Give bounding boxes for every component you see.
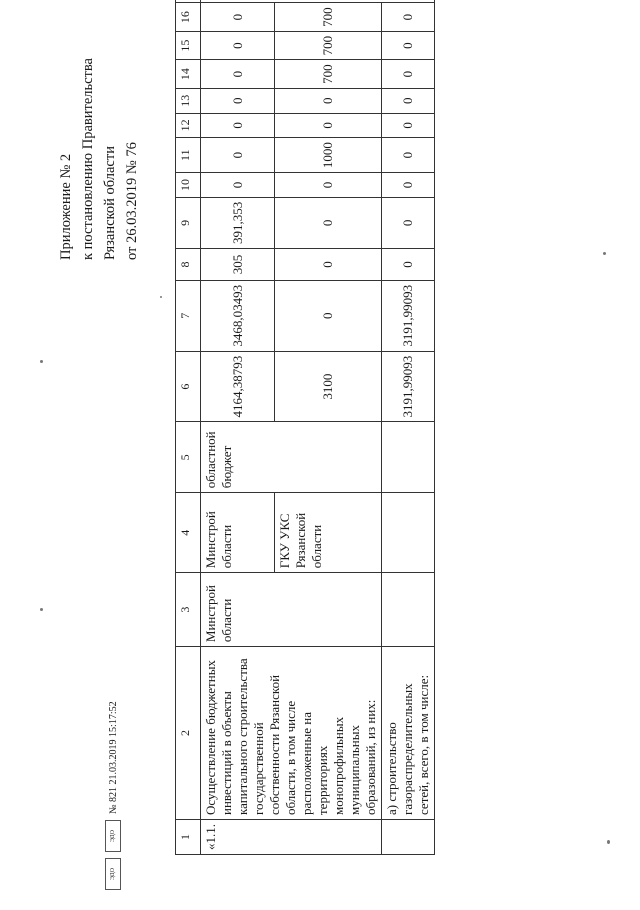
investment-table — [175, 0, 435, 855]
cell-value: 3468,03493 — [201, 280, 275, 351]
cell-value: 0 — [275, 280, 382, 351]
cell-value: 3191,99093 — [382, 351, 435, 422]
col-header-12: 12 — [176, 113, 201, 138]
cell-value: 0 — [201, 3, 275, 32]
edo-logo-2: ЭДО — [105, 820, 121, 852]
header-line-4: от 26.03.2019 № 76 — [124, 142, 140, 260]
table-row — [382, 0, 435, 855]
scan-speck — [160, 296, 162, 298]
col-header-11: 11 — [176, 138, 201, 173]
cell-number: «1.1. — [201, 820, 382, 855]
cell-value: 4164,38793 — [201, 351, 275, 422]
table-row — [201, 0, 275, 855]
col-header-14: 14 — [176, 60, 201, 89]
cell-executor: Минстрой области — [201, 493, 275, 573]
cell-customer — [382, 573, 435, 647]
cell-value: 0 — [382, 3, 435, 32]
cell-value: 1000 — [275, 138, 382, 173]
cell-value: 0 — [382, 60, 435, 89]
appendix-header — [55, 58, 143, 260]
cell-value: 0 — [201, 173, 275, 198]
cell-value: 0 — [275, 173, 382, 198]
scan-speck — [40, 608, 43, 611]
col-header-2: 2 — [176, 647, 201, 820]
col-header-4: 4 — [176, 493, 201, 573]
cell-value: 391,353 — [201, 197, 275, 248]
registration-stamp — [105, 701, 121, 890]
edo-logo: ЭДО — [105, 858, 121, 890]
cell-value: 3191,99093 — [382, 280, 435, 351]
scan-speck — [40, 360, 43, 363]
scan-speck — [603, 252, 606, 255]
cell-value: 0 — [275, 197, 382, 248]
cell-value: 0 — [201, 31, 275, 60]
cell-value: 700 — [275, 60, 382, 89]
cell-customer: Минстрой области — [201, 573, 382, 647]
cell-value: 0 — [201, 113, 275, 138]
cell-value: 0 — [382, 197, 435, 248]
cell-executor: ГКУ УКС Рязанской области — [275, 493, 382, 573]
cell-value: 305 — [201, 249, 275, 281]
col-header-6: 6 — [176, 351, 201, 422]
col-header-17 — [176, 0, 201, 3]
col-header-8: 8 — [176, 249, 201, 281]
cell-description: Осуществление бюджетных инвестиций в объекты капитального строительства государственной собственности Рязанской области, в том числе расположенные на территориях монопрофильных муниципальных образований, из них: — [201, 647, 382, 820]
col-header-5: 5 — [176, 422, 201, 493]
cell-value: 0 — [382, 31, 435, 60]
cell-value: 0 — [382, 173, 435, 198]
header-line-2: к постановлению Правительства — [80, 58, 96, 260]
cell-value: 0 — [201, 60, 275, 89]
cell-budget-source — [382, 422, 435, 493]
col-header-15: 15 — [176, 31, 201, 60]
cell-value: 3100 — [275, 351, 382, 422]
cell-number — [382, 820, 435, 855]
cell-value: 0 — [382, 88, 435, 113]
col-header-9: 9 — [176, 197, 201, 248]
cell-value: 0 — [201, 88, 275, 113]
col-header-13: 13 — [176, 88, 201, 113]
col-header-3: 3 — [176, 573, 201, 647]
cell-executor — [382, 493, 435, 573]
cell-value: 700 — [275, 3, 382, 32]
column-number-row — [176, 0, 201, 855]
scan-speck — [607, 840, 610, 844]
header-line-1: Приложение № 2 — [58, 153, 74, 260]
col-header-1: 1 — [176, 820, 201, 855]
stamp-text: № 821 21.03.2019 15:17:52 — [107, 701, 119, 814]
col-header-7: 7 — [176, 280, 201, 351]
cell-budget-source: областной бюджет — [201, 422, 382, 493]
cell-value: 0 — [382, 113, 435, 138]
col-header-16: 16 — [176, 3, 201, 32]
cell-value: 0 — [201, 138, 275, 173]
cell-value: 0 — [382, 138, 435, 173]
cell-value: 0 — [275, 113, 382, 138]
cell-value: 700 — [275, 31, 382, 60]
cell-description: а) строительство газораспределительных сетей, всего, в том числе: — [382, 647, 435, 820]
header-line-3: Рязанской области — [102, 146, 118, 260]
cell-value: 0 — [275, 88, 382, 113]
cell-value: 0 — [275, 249, 382, 281]
cell-value: 0 — [382, 249, 435, 281]
col-header-10: 10 — [176, 173, 201, 198]
